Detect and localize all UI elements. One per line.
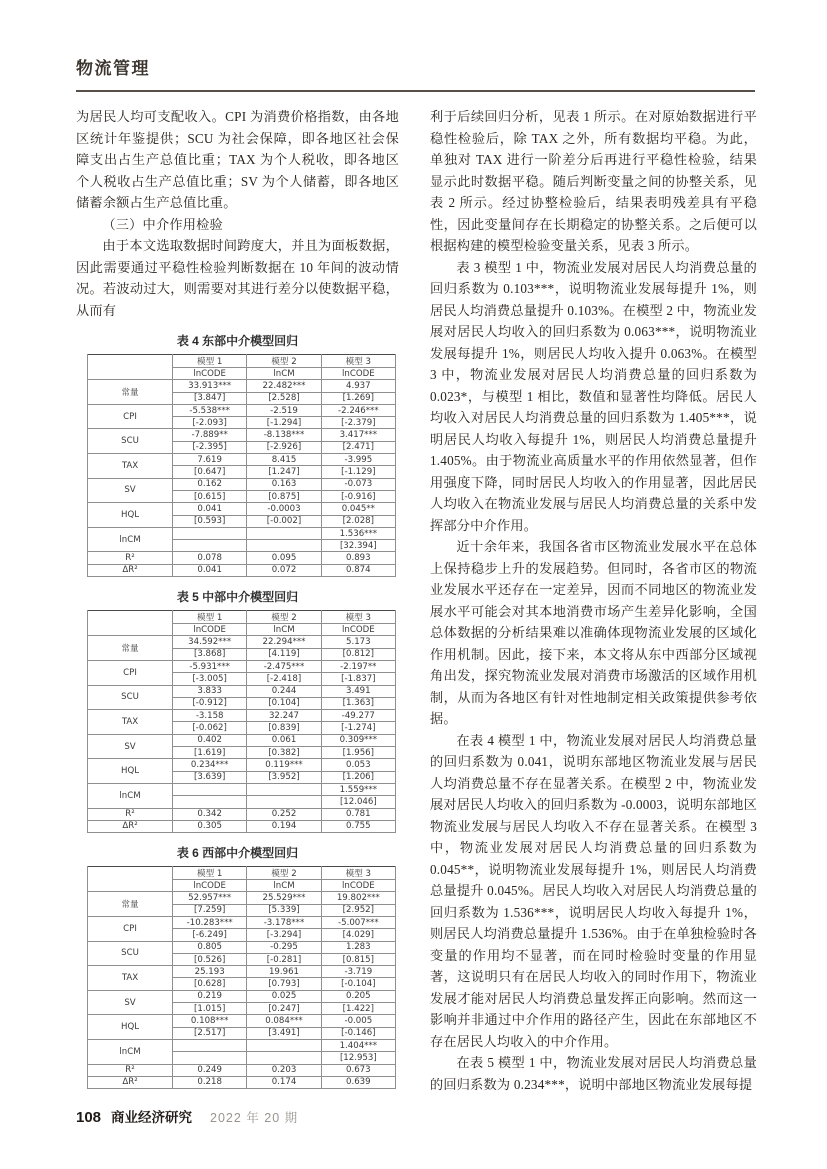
body-paragraph: 在表 5 模型 1 中，物流业发展对居民人均消费总量的回归系数为 0.234***，说明中部地区物流业发展每提 [430, 1055, 757, 1092]
table-corner-cell [88, 355, 173, 380]
coefficient-cell: -5.538*** [173, 404, 247, 416]
table-row [88, 564, 396, 576]
variable-label: CPI [88, 404, 173, 429]
table-row [88, 503, 396, 515]
tstat-cell: [0.875] [247, 490, 321, 502]
subsection-heading: （三）中介作用检验 [102, 216, 223, 232]
coefficient-cell [173, 527, 247, 539]
table-row [88, 990, 396, 1002]
table-row [88, 1015, 396, 1027]
tstat-cell [173, 1052, 247, 1064]
stat-value-cell: 0.755 [321, 820, 395, 832]
left-column [76, 106, 399, 1089]
tstat-cell: [1.363] [321, 697, 395, 709]
tstat-cell [247, 1052, 321, 1064]
model-header-cell: 模型 1 [173, 867, 247, 880]
coefficient-cell: 1.283 [321, 941, 395, 953]
tstat-cell [173, 540, 247, 552]
regression-table-central [87, 610, 396, 833]
tstat-cell: [0.647] [173, 466, 247, 478]
stat-value-cell: 0.893 [321, 552, 395, 564]
coefficient-cell: 0.084*** [247, 1015, 321, 1027]
stat-label: R² [88, 552, 173, 564]
stat-value-cell: 0.781 [321, 808, 395, 820]
tstat-cell: [0.615] [173, 490, 247, 502]
coefficient-cell: 25.193 [173, 966, 247, 978]
table-block-east [76, 332, 399, 577]
page-number: 108 [76, 1109, 102, 1126]
table-row [88, 478, 396, 490]
coefficient-cell: 0.045** [321, 503, 395, 515]
tstat-cell: [7.259] [173, 904, 247, 916]
coefficient-cell: 0.025 [247, 990, 321, 1002]
coefficient-cell: -0.295 [247, 941, 321, 953]
tstat-cell: [1.247] [247, 466, 321, 478]
coefficient-cell [247, 1039, 321, 1051]
coefficient-cell: -0.005 [321, 1015, 395, 1027]
tstat-cell: [12.953] [321, 1052, 395, 1064]
stat-value-cell: 0.194 [247, 820, 321, 832]
page-title: 物流管理 [76, 59, 150, 78]
tstat-cell: [-0.002] [247, 515, 321, 527]
coefficient-cell [247, 527, 321, 539]
header-divider [76, 90, 755, 92]
variable-label: SCU [88, 685, 173, 710]
model-header-cell: 模型 3 [321, 355, 395, 368]
coefficient-cell: -0.073 [321, 478, 395, 490]
table-row [88, 783, 396, 795]
tstat-cell: [2.517] [173, 1027, 247, 1039]
stat-label: ΔR² [88, 820, 173, 832]
tstat-cell: [0.593] [173, 515, 247, 527]
stat-label: R² [88, 808, 173, 820]
tstat-cell: [-0.104] [321, 978, 395, 990]
body-paragraph: 利于后续回归分析，见表 1 所示。在对原始数据进行平稳性检验后，除 TAX 之外，所有数据均平稳。为此，单独对 TAX 进行一阶差分后再进行平稳性检验，结果显示此时数据平稳。随后判断变量之间的协整关系，见表 2 所示。经过协整检验后，结果表明残差具有平稳性，因此变量间存在长期稳定的协整关系。之后便可以根据构建的模型检验变量关系，见表 3 所示。 [430, 109, 757, 253]
coefficient-cell: 0.108*** [173, 1015, 247, 1027]
coefficient-cell: 3.833 [173, 685, 247, 697]
tstat-cell: [-1.274] [321, 722, 395, 734]
variable-label: SCU [88, 941, 173, 966]
tstat-cell: [3.491] [247, 1027, 321, 1039]
tstat-cell: [0.247] [247, 1003, 321, 1015]
page-footer [76, 1106, 756, 1127]
model-header-cell: 模型 1 [173, 611, 247, 624]
stat-label: ΔR² [88, 1076, 173, 1088]
tstat-cell: [-2.926] [247, 441, 321, 453]
coefficient-cell: -5.007*** [321, 916, 395, 928]
stat-value-cell: 0.072 [247, 564, 321, 576]
table-row [88, 454, 396, 466]
tstat-cell: [0.839] [247, 722, 321, 734]
coefficient-cell: 0.053 [321, 759, 395, 771]
stat-value-cell: 0.874 [321, 564, 395, 576]
dependent-var-header-cell: lnCODE [173, 880, 247, 892]
stat-value-cell: 0.095 [247, 552, 321, 564]
stat-value-cell: 0.249 [173, 1064, 247, 1076]
coefficient-cell: 3.491 [321, 685, 395, 697]
stat-value-cell: 0.218 [173, 1076, 247, 1088]
variable-label: 常量 [88, 380, 173, 405]
tstat-cell: [2.028] [321, 515, 395, 527]
tstat-cell: [1.206] [321, 771, 395, 783]
regression-table-west [87, 866, 396, 1089]
stat-value-cell: 0.252 [247, 808, 321, 820]
model-header-cell: 模型 3 [321, 867, 395, 880]
coefficient-cell: -3.158 [173, 710, 247, 722]
tstat-cell: [-2.093] [173, 417, 247, 429]
table-row [88, 552, 396, 564]
table-row [88, 916, 396, 928]
variable-label: HQL [88, 759, 173, 784]
issue-label: 2022 年 20 期 [210, 1111, 299, 1125]
table-row [88, 820, 396, 832]
tstat-cell: [0.382] [247, 747, 321, 759]
dependent-var-header-cell: lnCODE [321, 880, 395, 892]
table-row [88, 759, 396, 771]
dependent-var-header-cell: lnCM [247, 880, 321, 892]
tstat-cell: [0.815] [321, 953, 395, 965]
coefficient-cell: 4.937 [321, 380, 395, 392]
coefficient-cell: -3.178*** [247, 916, 321, 928]
model-header-cell: 模型 2 [247, 611, 321, 624]
coefficient-cell: -5.931*** [173, 660, 247, 672]
body-paragraph: 近十余年来，我国各省市区物流业发展水平在总体上保持稳步上升的发展趋势。但同时，各省市区的物流业发展水平还存在一定差异，因而不同地区的物流业发展水平可能会对其本地消费市场产生差异化影响，全国总体数据的分析结果难以准确体现物流业发展的区域化作用机制。因此，接下来，本文将从东中西部分区域视角出发，探究物流业发展对消费市场激活的区域作用机制，从而为各地区有针对性地制定相关政策提供参考依据。 [430, 539, 757, 726]
tstat-cell: [0.793] [247, 978, 321, 990]
tstat-cell: [-0.062] [173, 722, 247, 734]
coefficient-cell: 0.061 [247, 734, 321, 746]
coefficient-cell: -8.138*** [247, 429, 321, 441]
coefficient-cell: 25.529*** [247, 892, 321, 904]
table-row [88, 734, 396, 746]
tstat-cell: [-0.916] [321, 490, 395, 502]
table-row [88, 527, 396, 539]
coefficient-cell: 1.536*** [321, 527, 395, 539]
table-row [88, 660, 396, 672]
variable-label: 常量 [88, 892, 173, 917]
table-row [88, 710, 396, 722]
stat-label: ΔR² [88, 564, 173, 576]
coefficient-cell: 0.309*** [321, 734, 395, 746]
variable-label: HQL [88, 503, 173, 528]
coefficient-cell: 0.234*** [173, 759, 247, 771]
tstat-cell: [0.628] [173, 978, 247, 990]
table-corner-cell [88, 611, 173, 636]
table-block-central [76, 588, 399, 833]
coefficient-cell: 0.205 [321, 990, 395, 1002]
journal-name: 商业经济研究 [111, 1110, 193, 1125]
model-header-cell: 模型 2 [247, 355, 321, 368]
table-row [88, 404, 396, 416]
right-column [430, 106, 757, 1095]
dependent-var-header-cell: lnCM [247, 368, 321, 380]
tstat-cell: [-0.912] [173, 697, 247, 709]
table-corner-cell [88, 867, 173, 892]
coefficient-cell: 0.163 [247, 478, 321, 490]
coefficient-cell: 1.404*** [321, 1039, 395, 1051]
coefficient-cell: 0.041 [173, 503, 247, 515]
tstat-cell: [1.619] [173, 747, 247, 759]
variable-label: SCU [88, 429, 173, 454]
body-paragraph: 在表 4 模型 1 中，物流业发展对居民人均消费总量的回归系数为 0.041，说明东部地区物流业发展与居民人均消费总量不存在显著关系。在模型 2 中，物流业发展对居民人均收入的回归系数为 -0.0003，说明东部地区物流业发展与居民人均收入不存在显著关系。在模型 3 中，物流业发展对居民人均消费总量的回归系数为 0.045**，说明物流业发展每提升 1%，则居民人均消费总量提升 0.045%。居民人均收入对居民人均消费总量的回归系数为 1.536***，说明居民人均收入每提升 1%，则居民人均消费总量提升 1.536%。由于在单独检验时各变量的作用均不显著，而在同时检验时变量的作用显著，这说明只有在居民人均收入的同时作用下，物流业发展才能对居民人均消费总量发挥正向影响。然而这一影响并非通过中介作用的路径产生，因此在东部地区不存在居民人均收入的中介作用。 [430, 732, 757, 1049]
model-header-cell: 模型 2 [247, 867, 321, 880]
tstat-cell: [0.104] [247, 697, 321, 709]
tstat-cell: [-6.249] [173, 929, 247, 941]
tstat-cell: [0.812] [321, 648, 395, 660]
variable-label: lnCM [88, 1039, 173, 1064]
coefficient-cell: 52.957*** [173, 892, 247, 904]
stat-value-cell: 0.305 [173, 820, 247, 832]
coefficient-cell: 0.805 [173, 941, 247, 953]
table-row [88, 429, 396, 441]
coefficient-cell: -2.519 [247, 404, 321, 416]
regression-table-east [87, 354, 396, 577]
tstat-cell: [-2.418] [247, 673, 321, 685]
tstat-cell: [2.528] [247, 392, 321, 404]
coefficient-cell: 0.162 [173, 478, 247, 490]
tstat-cell: [3.847] [173, 392, 247, 404]
stat-value-cell: 0.203 [247, 1064, 321, 1076]
coefficient-cell: 5.173 [321, 636, 395, 648]
tstat-cell: [4.119] [247, 648, 321, 660]
table-row [88, 966, 396, 978]
coefficient-cell: -7.889** [173, 429, 247, 441]
table-row [88, 941, 396, 953]
coefficient-cell: 32.247 [247, 710, 321, 722]
variable-label: CPI [88, 660, 173, 685]
tstat-cell [247, 796, 321, 808]
tstat-cell: [32.394] [321, 540, 395, 552]
coefficient-cell: 8.415 [247, 454, 321, 466]
variable-label: TAX [88, 966, 173, 991]
variable-label: SV [88, 990, 173, 1015]
table-row [88, 685, 396, 697]
coefficient-cell: 7.619 [173, 454, 247, 466]
tstat-cell: [-2.379] [321, 417, 395, 429]
coefficient-cell [173, 1039, 247, 1051]
stat-value-cell: 0.041 [173, 564, 247, 576]
tstat-cell: [3.868] [173, 648, 247, 660]
tstat-cell: [3.639] [173, 771, 247, 783]
tstat-cell: [3.952] [247, 771, 321, 783]
variable-label: SV [88, 734, 173, 759]
dependent-var-header-cell: lnCODE [173, 368, 247, 380]
coefficient-cell: 34.592*** [173, 636, 247, 648]
coefficient-cell: 22.294*** [247, 636, 321, 648]
coefficient-cell: 0.119*** [247, 759, 321, 771]
coefficient-cell: 33.913*** [173, 380, 247, 392]
tstat-cell: [-1.294] [247, 417, 321, 429]
model-header-cell: 模型 3 [321, 611, 395, 624]
table-title: 表 6 西部中介模型回归 [176, 846, 299, 861]
dependent-var-header-cell: lnCODE [321, 368, 395, 380]
dependent-var-header-cell: lnCM [247, 624, 321, 636]
tstat-cell: [-1.837] [321, 673, 395, 685]
tstat-cell: [-3.005] [173, 673, 247, 685]
coefficient-cell [247, 783, 321, 795]
dependent-var-header-cell: lnCODE [173, 624, 247, 636]
coefficient-cell: -3.719 [321, 966, 395, 978]
variable-label: lnCM [88, 783, 173, 808]
stat-value-cell: 0.639 [321, 1076, 395, 1088]
stat-value-cell: 0.342 [173, 808, 247, 820]
tstat-cell: [-3.294] [247, 929, 321, 941]
tstat-cell: [1.956] [321, 747, 395, 759]
body-paragraph: 由于本文选取数据时间跨度大，并且为面板数据，因此需要通过平稳性检验判断数据在 10 年间的波动情况。若波动过大，则需要对其进行差分以使数据平稳，从而有 [76, 238, 399, 318]
tstat-cell: [12.046] [321, 796, 395, 808]
coefficient-cell: 0.244 [247, 685, 321, 697]
coefficient-cell: -0.0003 [247, 503, 321, 515]
tstat-cell: [0.526] [173, 953, 247, 965]
coefficient-cell: 19.802*** [321, 892, 395, 904]
tstat-cell: [1.269] [321, 392, 395, 404]
stat-value-cell: 0.174 [247, 1076, 321, 1088]
stat-value-cell: 0.078 [173, 552, 247, 564]
body-paragraph: 为居民人均可支配收入。CPI 为消费价格指数，由各地区统计年鉴提供；SCU 为社会保障，即各地区社会保障支出占生产总值比重；TAX 为个人税收，即各地区个人税收占生产总值比重；SV 为个人储蓄，即各地区储蓄余额占生产总值比重。 [76, 109, 399, 210]
variable-label: SV [88, 478, 173, 503]
table-row [88, 1076, 396, 1088]
stat-value-cell: 0.673 [321, 1064, 395, 1076]
coefficient-cell [173, 783, 247, 795]
tstat-cell: [1.422] [321, 1003, 395, 1015]
coefficient-cell: 3.417*** [321, 429, 395, 441]
variable-label: TAX [88, 454, 173, 479]
tstat-cell: [-2.395] [173, 441, 247, 453]
tstat-cell: [2.471] [321, 441, 395, 453]
variable-label: HQL [88, 1015, 173, 1040]
stat-label: R² [88, 1064, 173, 1076]
coefficient-cell: 22.482*** [247, 380, 321, 392]
table-row [88, 892, 396, 904]
model-header-cell: 模型 1 [173, 355, 247, 368]
coefficient-cell: 19.961 [247, 966, 321, 978]
table-row [88, 380, 396, 392]
coefficient-cell: -2.475*** [247, 660, 321, 672]
tstat-cell: [5.339] [247, 904, 321, 916]
coefficient-cell: -3.995 [321, 454, 395, 466]
table-row [88, 1039, 396, 1051]
dependent-var-header-cell: lnCODE [321, 624, 395, 636]
tstat-cell: [-1.129] [321, 466, 395, 478]
table-row [88, 808, 396, 820]
coefficient-cell: 0.402 [173, 734, 247, 746]
variable-label: lnCM [88, 527, 173, 552]
coefficient-cell: -49.277 [321, 710, 395, 722]
coefficient-cell: -2.197** [321, 660, 395, 672]
table-block-west [76, 844, 399, 1089]
table-title: 表 4 东部中介模型回归 [176, 334, 299, 348]
coefficient-cell: -2.246*** [321, 404, 395, 416]
tstat-cell: [2.952] [321, 904, 395, 916]
tstat-cell [247, 540, 321, 552]
tstat-cell: [-0.281] [247, 953, 321, 965]
body-paragraph: 表 3 模型 1 中，物流业发展对居民人均消费总量的回归系数为 0.103***，说明物流业发展每提升 1%，则居民人均消费总量提升 0.103%。在模型 2 中，物流业发展对居民人均收入的回归系数为 0.063***，说明物流业发展每提升 1%，则居民人均收入提升 0.063%。在模型 3 中，物流业发展对居民人均消费总量的回归系数为 0.023*，与模型 1 相比，数值和显著性均降低。居民人均收入对居民人均消费总量的回归系数为 1.405***，说明居民人均收入每提升 1%，则居民人均消费总量提升 1.405%。由于物流业高质量水平的作用依然显著，但作用强度下降，同时居民人均收入的作用显著，因此居民人均收入在物流业发展与居民人均消费总量的关系中发挥部分中介作用。 [430, 259, 757, 533]
variable-label: CPI [88, 916, 173, 941]
variable-label: 常量 [88, 636, 173, 661]
coefficient-cell: 1.559*** [321, 783, 395, 795]
tstat-cell [173, 796, 247, 808]
table-row [88, 636, 396, 648]
coefficient-cell: 0.219 [173, 990, 247, 1002]
coefficient-cell: -10.283*** [173, 916, 247, 928]
tstat-cell: [4.029] [321, 929, 395, 941]
variable-label: TAX [88, 710, 173, 735]
tstat-cell: [1.015] [173, 1003, 247, 1015]
table-title: 表 5 中部中介模型回归 [176, 590, 299, 605]
tstat-cell: [-0.146] [321, 1027, 395, 1039]
table-row [88, 1064, 396, 1076]
